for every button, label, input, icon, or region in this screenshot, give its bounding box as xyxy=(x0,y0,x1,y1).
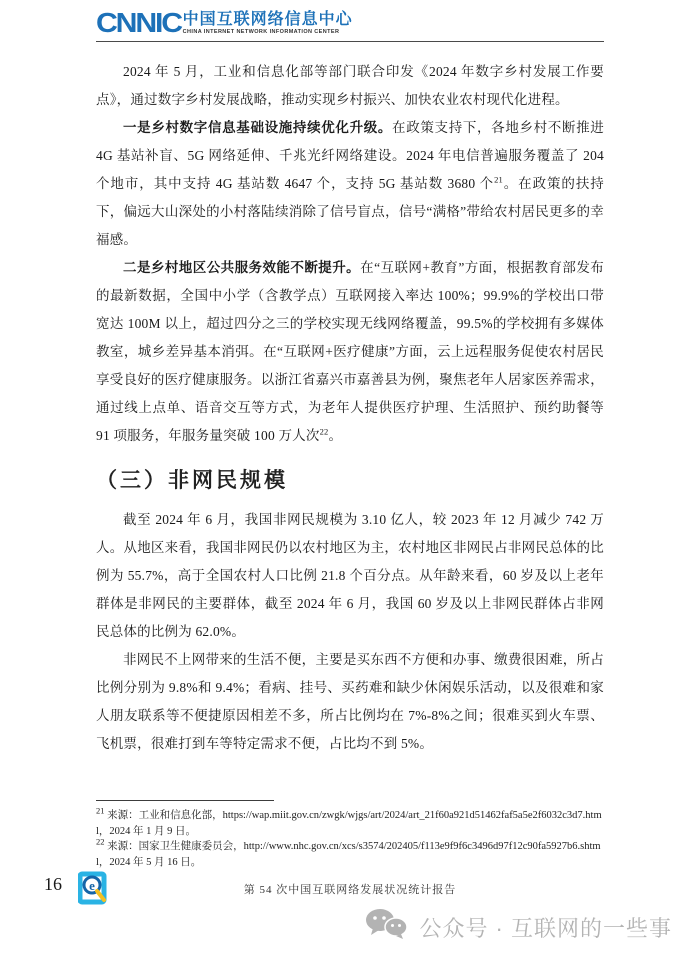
org-name-english: CHINA INTERNET NETWORK INFORMATION CENTER xyxy=(182,29,340,35)
footnote-ref-22: 22 xyxy=(319,426,329,437)
footnote-text: 来源：国家卫生健康委员会，http://www.nhc.gov.cn/xcs/s3574/202405/f113e9f9f6c3496d97f12c90fa5927b6.shtml，2024 年 5 月 16 日。 xyxy=(96,841,601,868)
paragraph-intro xyxy=(96,58,604,114)
cnnic-logo: CNNIC xyxy=(96,7,181,38)
footnote-divider xyxy=(96,800,274,801)
paragraph-bold-lead: 一是乡村数字信息基础设施持续优化升级。 xyxy=(123,120,393,135)
watermark xyxy=(365,908,672,946)
footnote-22 xyxy=(96,836,604,870)
org-names xyxy=(183,10,353,36)
document-body xyxy=(96,58,604,758)
paragraph-text: 在政策支持下，各地乡村不断推进 4G 基站补盲、5G 网络延伸、千兆光纤网络建设。2024 年电信普遍服务覆盖了 204 个地市，其中支持 4G 基站数 4647 个，支持 5G 基站数 3680 个 xyxy=(96,120,604,191)
paragraph-text: 非网民不上网带来的生活不便，主要是买东西不方便和办事、缴费很困难，所占比例分别为 9.8%和 9.4%；看病、挂号、买药难和缺少休闲娱乐活动，以及很难和家人朋友联系等不便捷原因相差不多，所占比例均在 7%-8%之间；很难买到火车票、飞机票，很难打到车等特定需求不便，占比均不到 5%。 xyxy=(96,652,604,751)
paragraph-nonnetizen-scale xyxy=(96,506,604,646)
page-footer xyxy=(0,868,700,912)
footnote-ref-21: 21 xyxy=(494,174,503,185)
paragraph-text: 截至 2024 年 6 月，我国非网民规模为 3.10 亿人，较 2023 年 12 月减少 742 万人。从地区来看，我国非网民仍以农村地区为主，农村地区非网民占非网民总体的比例为 55.7%，高于全国农村人口比例 21.8 个百分点。从年龄来看，60 岁及以上老年群体是非网民的主要群体，截至 2024 年 6 月，我国 60 岁及以上非网民群体占非网民总体的比例为 62.0%。 xyxy=(96,512,604,639)
footnote-21 xyxy=(96,805,604,839)
paragraph-text: 。在政策的扶持下，偏远大山深处的小村落陆续消除了信号盲点，信号“满格”带给农村居民更多的幸福感。 xyxy=(96,176,604,247)
footnote-marker: 21 xyxy=(96,805,105,816)
svg-text:e: e xyxy=(89,878,95,893)
footnote-text: 来源：工业和信息化部，https://wap.miit.gov.cn/zwgk/wjgs/art/2024/art_21f60a921d51462faf5a5e2f6032c3d7.html，2024 年 1 月 9 日。 xyxy=(96,810,602,837)
paragraph-point-two xyxy=(96,254,604,450)
header-divider xyxy=(96,41,604,42)
page-header xyxy=(96,7,604,42)
page-number: 16 xyxy=(44,874,62,894)
section-heading: （三）非网民规模 xyxy=(96,467,288,492)
footnote-marker: 22 xyxy=(96,836,105,847)
paragraph-point-one xyxy=(96,114,604,254)
paragraph-nonnetizen-difficulties xyxy=(96,646,604,758)
watermark-label: 公众号 · 互联网的一些事 xyxy=(419,915,672,941)
cnnic-logo-row xyxy=(96,7,604,38)
paragraph-text: 2024 年 5 月，工业和信息化部等部门联合印发《2024 年数字乡村发展工作要点》，通过数字乡村发展战略，推动实现乡村振兴、加快农业农村现代化进程。 xyxy=(96,64,604,107)
paragraph-text: 在“互联网+教育”方面，根据教育部发布的最新数据，全国中小学（含教学点）互联网接入率达 100%；99.9%的学校出口带宽达 100M 以上，超过四分之三的学校实现无线网络覆盖，99.5%的学校拥有多媒体教室，城乡差异基本消弭。在“互联网+医疗健康”方面，云上远程服务促使农村居民享受良好的医疗健康服务。以浙江省嘉兴市嘉善县为例，聚焦老年人居家医养需求，通过线上点单、语音交互等方式，为老年人提供医疗护理、生活照护、预约助餐等 91 项服务，年服务量突破 100 万人次 xyxy=(96,260,604,443)
org-name-chinese: 中国互联网络信息中心 xyxy=(182,11,353,28)
paragraph-bold-lead: 二是乡村地区公共服务效能不断提升。 xyxy=(123,260,361,275)
footnotes-section xyxy=(96,800,604,870)
paragraph-text: 。 xyxy=(328,428,343,443)
wechat-icon xyxy=(365,908,409,946)
report-title: 第 54 次中国互联网络发展状况统计报告 xyxy=(243,884,457,896)
